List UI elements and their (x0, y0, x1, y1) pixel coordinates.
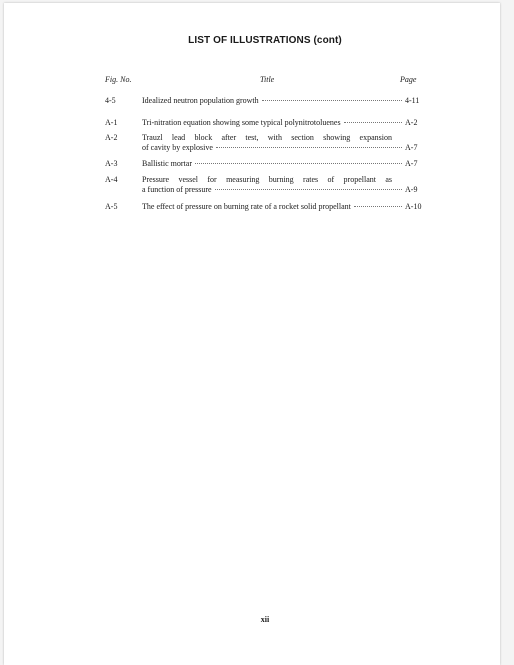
entry-line (142, 118, 425, 128)
entry-line (142, 185, 425, 195)
entry-line (142, 96, 425, 106)
figure-number: A-1 (105, 118, 118, 127)
dot-leader (262, 100, 402, 101)
entry-title: Idealized neutron population growth (142, 96, 259, 105)
entry-body (142, 175, 425, 195)
entry-line (142, 202, 425, 212)
dot-leader (216, 147, 402, 148)
page-reference: A-7 (405, 143, 418, 152)
entry-line (142, 133, 425, 143)
dot-leader (215, 189, 402, 190)
entry-title: Ballistic mortar (142, 159, 192, 168)
figure-number: A-2 (105, 133, 118, 142)
entry-body (142, 133, 425, 153)
entry-title: Tri-nitration equation showing some typical polynitrotoluenes (142, 118, 341, 127)
page-reference: A-9 (405, 185, 418, 194)
page-reference: A-10 (405, 202, 422, 211)
entry-line (142, 143, 425, 153)
entry-body (142, 118, 425, 128)
entry-title-line-2: a function of pressure (142, 185, 212, 194)
page-heading: LIST OF ILLUSTRATIONS (cont) (188, 35, 342, 46)
page-reference: A-7 (405, 159, 418, 168)
entry-title-line-2: of cavity by explosive (142, 143, 213, 152)
dot-leader (354, 206, 402, 207)
page-reference: 4-11 (405, 96, 420, 105)
entry-title-line-1: Trauzl lead block after test, with section showing expansion (142, 133, 392, 142)
entry-title-line-1: Pressure vessel for measuring burning rates of propellant as (142, 175, 392, 184)
figure-number: A-3 (105, 159, 118, 168)
figure-number: 4-5 (105, 96, 116, 105)
page-number: xii (260, 615, 270, 624)
entry-line (142, 159, 425, 169)
figure-number: A-4 (105, 175, 118, 184)
entry-title: The effect of pressure on burning rate of a rocket solid propellant (142, 202, 351, 211)
column-header-title: Title (260, 75, 275, 84)
dot-leader (344, 122, 402, 123)
column-header-fig-no: Fig. No. (105, 75, 132, 84)
figure-number: A-5 (105, 202, 118, 211)
column-header-page: Page (400, 75, 417, 84)
page-reference: A-2 (405, 118, 418, 127)
entry-body (142, 202, 425, 212)
entry-line (142, 175, 425, 185)
entry-body (142, 159, 425, 169)
entry-body (142, 96, 425, 106)
dot-leader (195, 163, 402, 164)
